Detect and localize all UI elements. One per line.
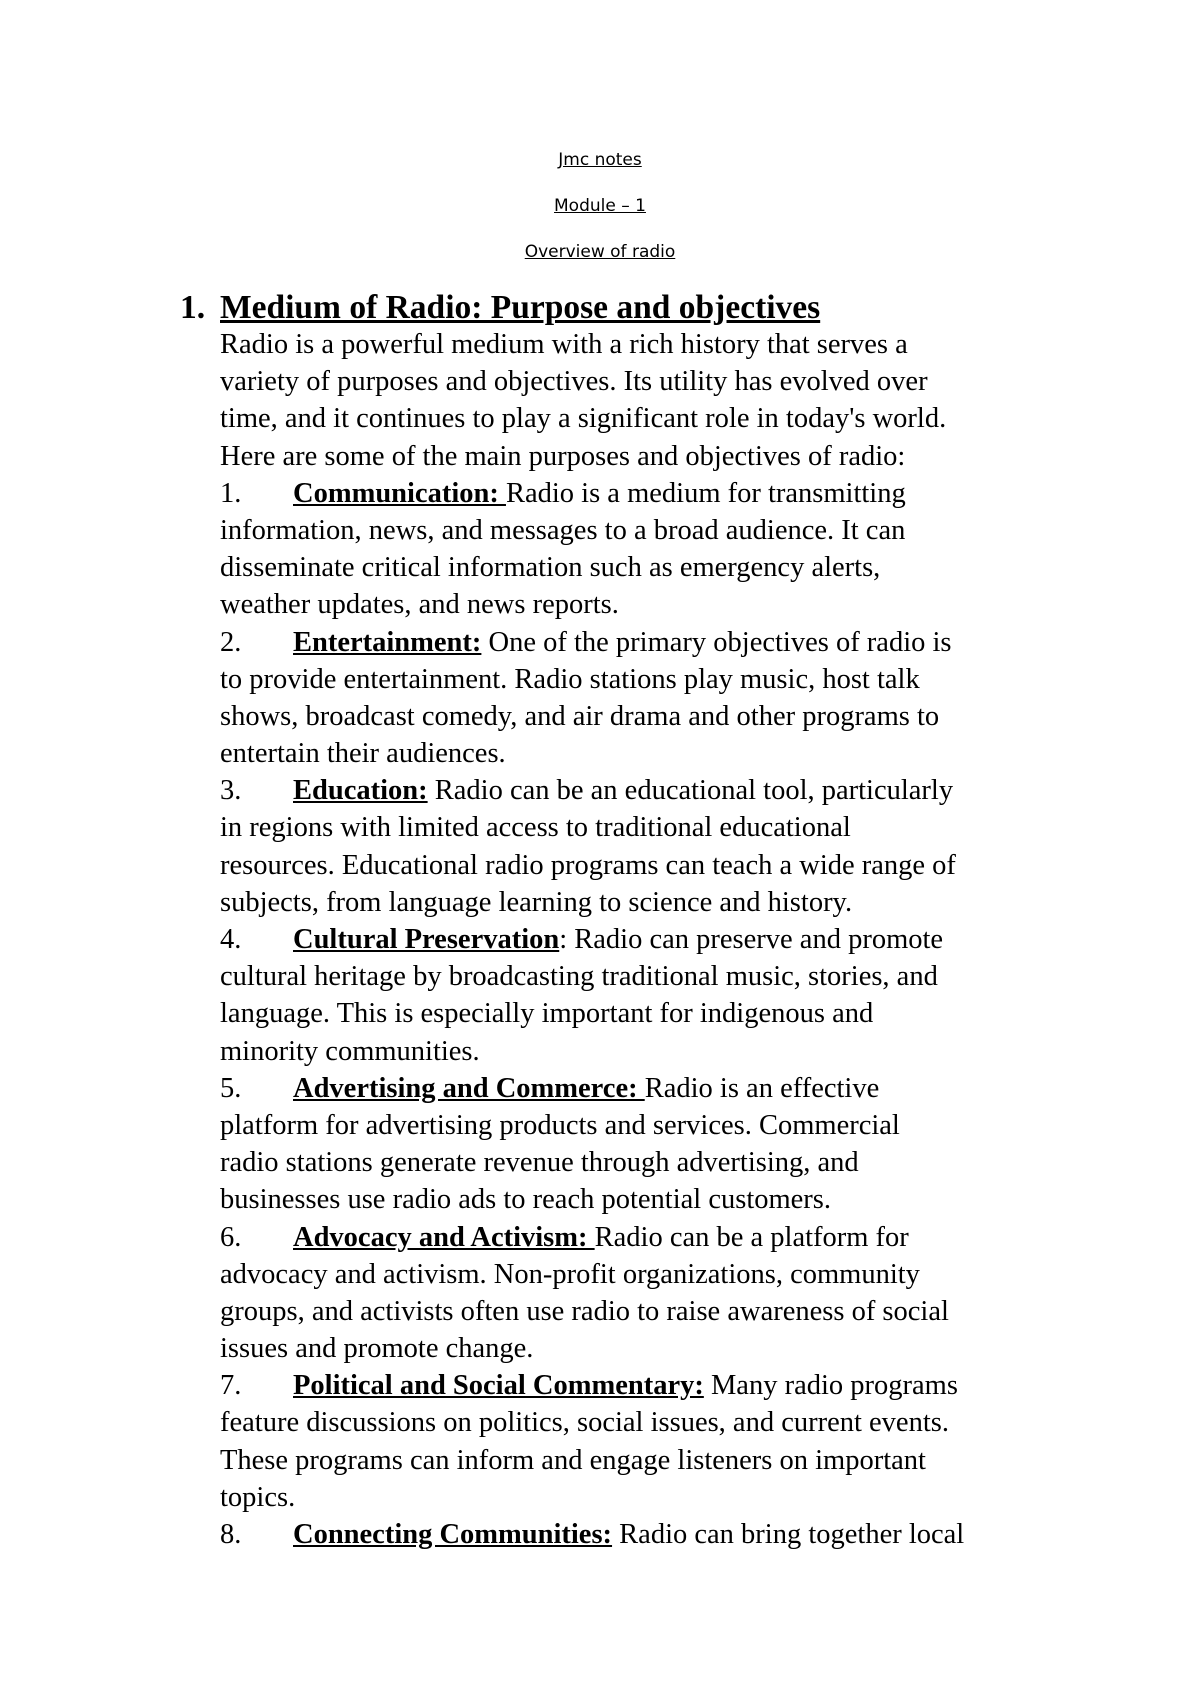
list-item-line: disseminate critical information such as emergency alerts,	[220, 552, 881, 584]
list-item-line: issues and promote change.	[220, 1333, 534, 1365]
list-item-number: 5.	[220, 1072, 242, 1104]
list-item	[220, 475, 1180, 512]
document-title: Jmc notes	[558, 150, 642, 170]
list-item-number: 2.	[220, 626, 242, 658]
list-item-line: These programs can inform and engage listeners on important	[220, 1444, 926, 1476]
intro-line: time, and it continues to play a significant role in today's world.	[220, 403, 947, 435]
list-item-line: shows, broadcast comedy, and air drama and other programs to	[220, 700, 940, 732]
list-item-text: Radio is an effective	[644, 1072, 880, 1104]
list-item-line: platform for advertising products and services. Commercial	[220, 1109, 900, 1141]
list-item-title: Cultural Preservation	[293, 924, 560, 955]
intro-line: Here are some of the main purposes and objectives of radio:	[220, 440, 906, 472]
list-item-line: to provide entertainment. Radio stations play music, host talk	[220, 663, 920, 695]
list-item-title: Communication:	[293, 477, 506, 509]
intro-line: Radio is a powerful medium with a rich history that serves a	[220, 329, 908, 360]
list-item-text: One of the primary objectives of radio is	[481, 626, 952, 658]
list-item-line: in regions with limited access to traditional educational	[220, 812, 851, 844]
list-item-line: information, news, and messages to a broad audience. It can	[220, 514, 906, 546]
list-item-line: advocacy and activism. Non-profit organizations, community	[220, 1258, 920, 1290]
list-item-line: groups, and activists often use radio to raise awareness of social	[220, 1295, 949, 1327]
list-item-number: 8.	[220, 1519, 242, 1550]
list-item-title: Connecting Communities:	[293, 1519, 613, 1550]
list-item	[220, 921, 1180, 958]
list-item-number: 4.	[220, 924, 242, 955]
list-item-number: 6.	[220, 1221, 242, 1253]
list-item-title: Advocacy and Activism:	[293, 1221, 595, 1253]
list-item	[220, 1367, 1180, 1404]
section-body	[220, 326, 1180, 1553]
list-item-line: subjects, from language learning to science and history.	[220, 886, 853, 918]
list-item-text: Radio is a medium for transmitting	[505, 477, 906, 509]
list-item	[220, 624, 1180, 661]
list-item-text: Many radio programs	[703, 1370, 958, 1402]
list-item-line: language. This is especially important for indigenous and	[220, 998, 874, 1030]
list-item-line: minority communities.	[220, 1035, 480, 1067]
list-item-line: cultural heritage by broadcasting traditional music, stories, and	[220, 961, 938, 993]
list-item-line: entertain their audiences.	[220, 738, 506, 770]
list-item-line: radio stations generate revenue through advertising, and	[220, 1147, 859, 1179]
list-item	[220, 1070, 1180, 1107]
section-heading	[180, 288, 1140, 328]
list-item-title: Advertising and Commerce:	[293, 1072, 645, 1104]
list-item-line: weather updates, and news reports.	[220, 589, 619, 621]
section-subtitle: Overview of radio	[524, 242, 676, 262]
module-label: Module – 1	[554, 196, 646, 216]
list-item-number: 1.	[220, 477, 242, 509]
list-item-line: feature discussions on politics, social issues, and current events.	[220, 1407, 949, 1439]
list-item-title: Entertainment:	[293, 626, 482, 658]
section-heading-text: Medium of Radio: Purpose and objectives	[220, 289, 821, 326]
list-item	[220, 1516, 1180, 1553]
list-item-line: topics.	[220, 1481, 296, 1513]
list-item-line: businesses use radio ads to reach potential customers.	[220, 1184, 832, 1216]
list-item-text: Radio can be a platform for	[594, 1221, 909, 1253]
list-item-number: 7.	[220, 1370, 242, 1402]
list-item	[220, 772, 1180, 809]
list-item-line: resources. Educational radio programs can teach a wide range of	[220, 849, 956, 881]
list-item-text: Radio can bring together local	[612, 1519, 965, 1550]
list-item-title: Education:	[293, 775, 428, 807]
section-number: 1.	[180, 289, 206, 326]
list-item-text: : Radio can preserve and promote	[559, 924, 944, 955]
list-item-title: Political and Social Commentary:	[293, 1370, 704, 1402]
intro-line: variety of purposes and objectives. Its utility has evolved over	[220, 366, 928, 398]
list-item	[220, 1219, 1180, 1256]
list-item-text: Radio can be an educational tool, particularly	[427, 775, 954, 807]
list-item-number: 3.	[220, 775, 242, 807]
